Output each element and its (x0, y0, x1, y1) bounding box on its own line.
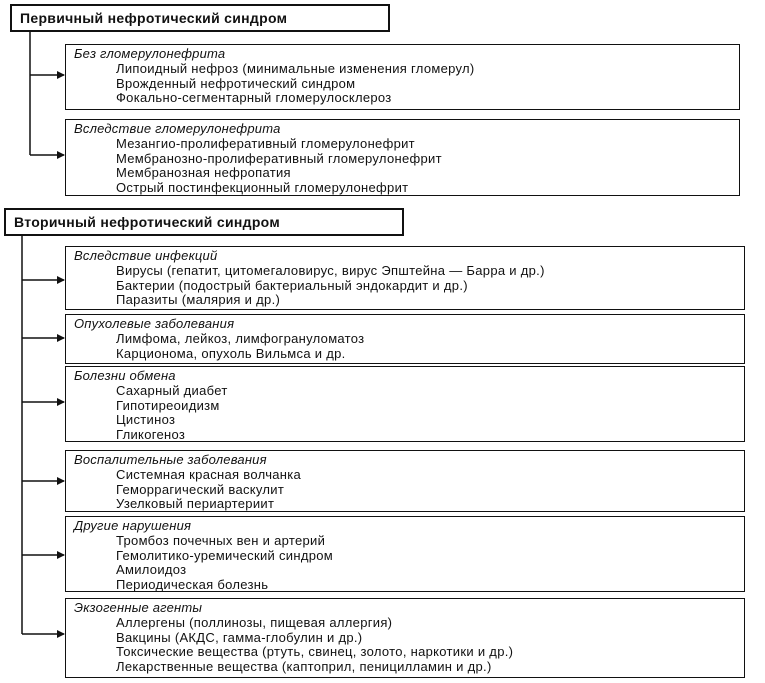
list-item: Токсические вещества (ртуть, свинец, золото, наркотики и др.) (116, 644, 514, 660)
secondary-group-infections (65, 246, 745, 310)
group-title: Болезни обмена (74, 368, 176, 383)
list-item: Врожденный нефротический синдром (116, 75, 356, 91)
group-items (74, 468, 738, 512)
secondary-group-inflammatory-diseases (65, 450, 745, 512)
list-item: Вирусы (гепатит, цитомегаловирус, вирус Эпштейна — Барра и др.) (116, 262, 545, 278)
secondary-group-exogenous-agents (65, 598, 745, 678)
group-items (74, 384, 738, 443)
list-item: Системная красная волчанка (116, 466, 302, 482)
group-items (74, 137, 733, 196)
group-title: Без гломерулонефрита (74, 46, 226, 61)
group-items (74, 616, 738, 675)
list-item: Лекарственные вещества (каптоприл, пеницилламин и др.) (116, 659, 492, 675)
group-items (74, 62, 733, 106)
list-item: Липоидный нефроз (минимальные изменения гломерул) (116, 60, 475, 76)
group-title: Воспалительные заболевания (74, 452, 267, 467)
primary-syndrome-header: Первичный нефротический синдром (10, 4, 390, 32)
group-title: Экзогенные агенты (74, 600, 203, 615)
group-title: Вследствие инфекций (74, 248, 218, 263)
list-item: Бактерии (подострый бактериальный эндокардит и др.) (116, 277, 468, 293)
list-item: Мембранозная нефропатия (116, 165, 291, 181)
list-item: Узелковый периартериит (116, 496, 275, 512)
list-item: Сахарный диабет (116, 382, 228, 398)
list-item: Мембранозно-пролиферативный гломерулонефрит (116, 150, 442, 166)
list-item: Карционома, опухоль Вильмса и др. (116, 345, 346, 361)
group-items (74, 332, 738, 362)
secondary-group-tumors (65, 314, 745, 364)
list-item: Острый постинфекционный гломерулонефрит (116, 180, 409, 196)
secondary-group-metabolic-diseases (65, 366, 745, 442)
group-items (74, 534, 738, 593)
primary-group-without-glomerulonephritis (65, 44, 740, 110)
group-title: Опухолевые заболевания (74, 316, 235, 331)
list-item: Гемолитико-уремический синдром (116, 547, 333, 563)
secondary-syndrome-header: Вторичный нефротический синдром (4, 208, 404, 236)
list-item: Лимфома, лейкоз, лимфогрануломатоз (116, 330, 365, 346)
list-item: Аллергены (поллинозы, пищевая аллергия) (116, 614, 393, 630)
list-item: Паразиты (малярия и др.) (116, 292, 281, 308)
list-item: Геморрагический васкулит (116, 481, 285, 497)
list-item: Фокально-сегментарный гломерулосклероз (116, 90, 392, 106)
group-title: Другие нарушения (74, 518, 192, 533)
list-item: Гликогеноз (116, 427, 186, 443)
list-item: Мезангио-пролиферативный гломерулонефрит (116, 135, 415, 151)
group-items (74, 264, 738, 308)
list-item: Периодическая болезнь (116, 577, 269, 593)
list-item: Гипотиреоидизм (116, 397, 220, 413)
list-item: Амилоидоз (116, 562, 187, 578)
group-title: Вследствие гломерулонефрита (74, 121, 281, 136)
list-item: Вакцины (АКДС, гамма-глобулин и др.) (116, 629, 363, 645)
list-item: Цистиноз (116, 412, 176, 428)
primary-group-due-to-glomerulonephritis (65, 119, 740, 196)
secondary-group-other-disorders (65, 516, 745, 592)
list-item: Тромбоз почечных вен и артерий (116, 532, 326, 548)
